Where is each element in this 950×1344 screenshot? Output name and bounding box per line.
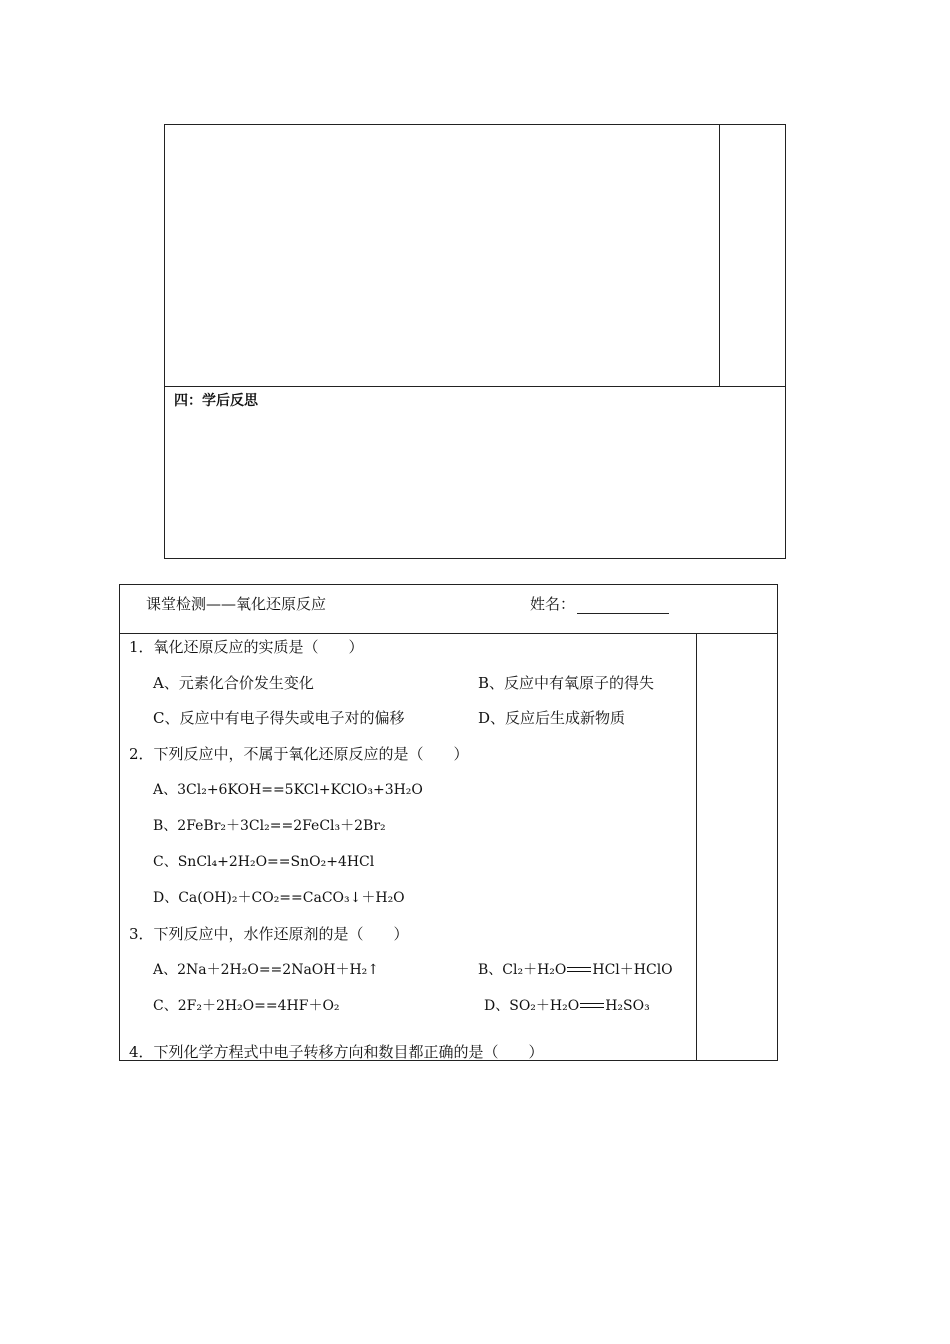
q3-option-d-products: H₂SO₃ <box>605 998 650 1014</box>
q3-option-b-products: HCl＋HClO <box>592 962 673 978</box>
q2-stem: 2．下列反应中，不属于氧化还原反应的是（ ） <box>129 745 469 763</box>
top-table-column-divider <box>719 124 720 387</box>
q1-option-c: C、反应中有电子得失或电子对的偏移 <box>153 709 405 727</box>
q2-option-a: A、3Cl₂+6KOH==5KCl+KClO₃+3H₂O <box>153 782 423 798</box>
name-blank-line <box>577 597 669 614</box>
top-table-row-divider <box>164 386 786 387</box>
q3-option-a: A、2Na＋2H₂O==2NaOH＋H₂↑ <box>153 962 380 978</box>
q2-option-c: C、SnCl₄+2H₂O==SnO₂+4HCl <box>153 854 375 870</box>
quiz-title: 课堂检测——氧化还原反应 <box>146 595 327 613</box>
q2-option-b: B、2FeBr₂＋3Cl₂==2FeCl₃＋2Br₂ <box>153 818 386 834</box>
top-table <box>164 124 786 559</box>
quiz-header-divider <box>119 633 778 634</box>
reversible-sign-icon <box>567 967 591 973</box>
q3-option-c: C、2F₂＋2H₂O==4HF＋O₂ <box>153 998 340 1014</box>
reversible-sign-icon <box>580 1003 604 1009</box>
q4-stem: 4．下列化学方程式中电子转移方向和数目都正确的是（ ） <box>129 1043 544 1061</box>
q2-option-d: D、Ca(OH)₂＋CO₂==CaCO₃↓＋H₂O <box>153 890 405 906</box>
quiz-column-divider <box>696 633 697 1061</box>
reflection-section-title: 四：学后反思 <box>174 393 258 409</box>
q3-option-b-reactants: B、Cl₂＋H₂O <box>478 962 567 978</box>
q1-option-a: A、元素化合价发生变化 <box>153 674 314 692</box>
q3-option-d-reactants: D、SO₂＋H₂O <box>484 998 580 1014</box>
q3-option-d <box>484 996 650 1016</box>
q1-option-d: D、反应后生成新物质 <box>478 709 626 727</box>
q3-option-b <box>478 960 673 980</box>
q1-option-b: B、反应中有氧原子的得失 <box>478 674 655 692</box>
name-label: 姓名： <box>530 595 576 613</box>
q3-stem: 3．下列反应中，水作还原剂的是（ ） <box>129 925 409 943</box>
name-field <box>530 594 669 614</box>
q1-stem: 1．氧化还原反应的实质是（ ） <box>129 638 364 656</box>
